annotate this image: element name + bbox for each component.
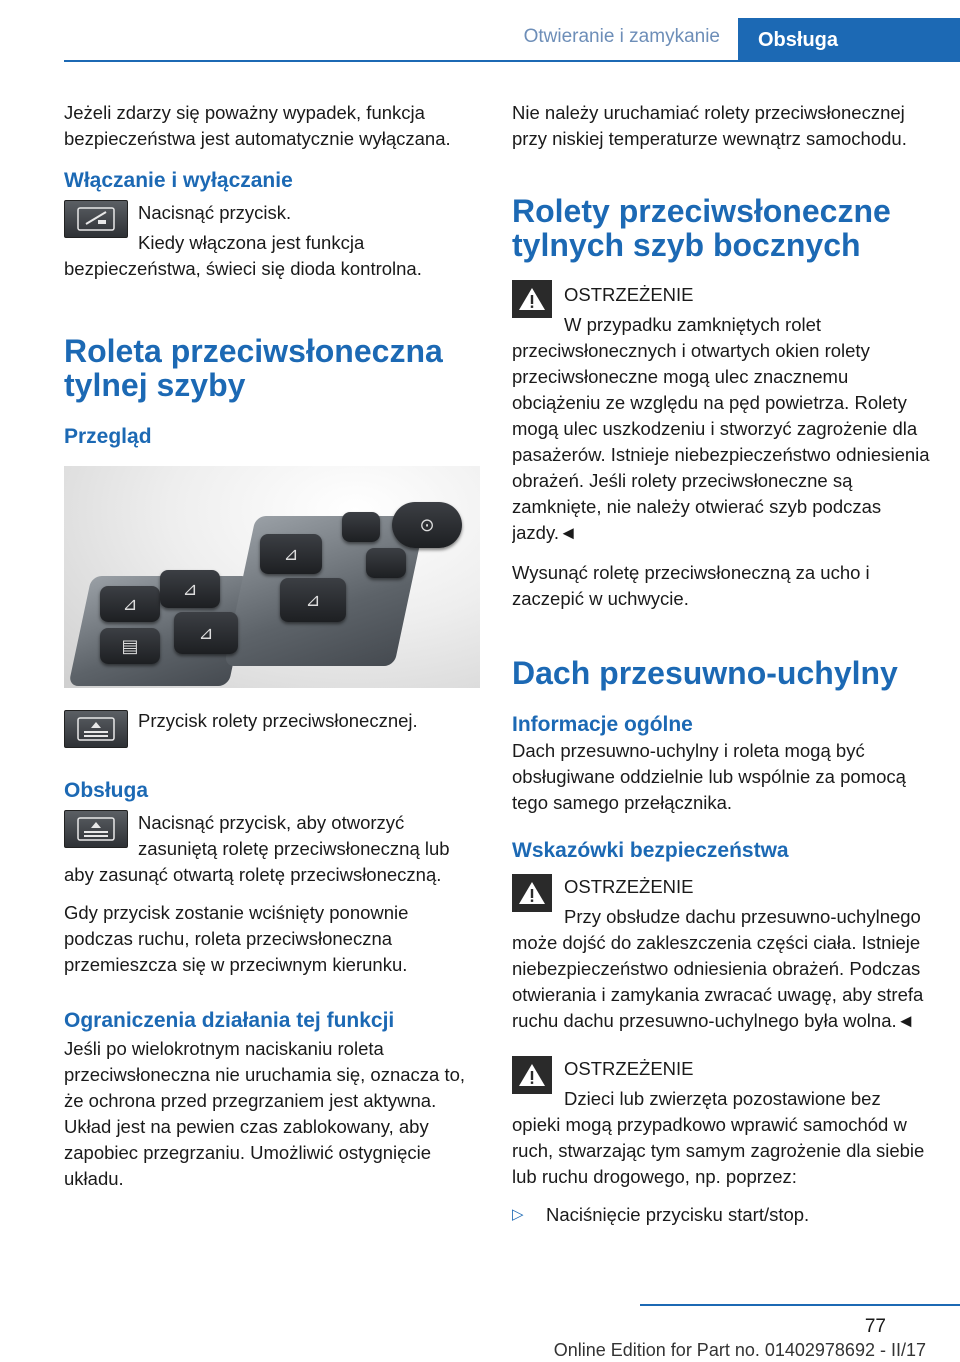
warning-sunroof-text: Przy obsłudze dachu przesuwno-uchylnego może dojść do zakleszczenia części ciała. Istnieje niebezpieczeństwo odniesienia obrażeń. Podczas otwierania i zamykania zwracać uwagę, aby strefa ruchu dachu przesuwno-uchylnego była wolna.◄: [512, 906, 924, 1031]
operation-paragraph-1: Nacisnąć przycisk, aby otworzyć zasuniętą roletę przeciwsłoneczną lub aby zasunąć otwartą roletę przeciwsłoneczną.: [64, 812, 450, 885]
warning-label-3: OSTRZEŻENIE: [564, 1058, 694, 1079]
operation-block: [64, 806, 482, 900]
sunroof-title: Dach przesuwno-uchylny: [512, 655, 898, 691]
warning-triangle-icon-3: [512, 1056, 552, 1094]
toggle-step: Nacisnąć przycisk.: [138, 202, 292, 223]
bullet-triangle-icon: ▷: [512, 1206, 524, 1223]
limitations-paragraph: Jeśli po wielokrotnym naciskaniu roleta przeciwsłoneczna nie uruchamia się, oznacza to, że ochrona przed przegrzaniem jest aktywna. Układ jest na pewien czas zablokowany, aby zapobiec przegrzaniu. Umożliwić ostygnięcie układu.: [64, 1038, 466, 1189]
warning-label: OSTRZEŻENIE: [564, 284, 694, 305]
side-blinds-title: Rolety przeciwsłoneczne tylnych szyb bocznych: [512, 193, 891, 263]
list-item-text: Naciśnięcie przycisku start/stop.: [546, 1204, 810, 1225]
general-info-paragraph: Dach przesuwno-uchylny i roleta mogą być obsługiwane oddzielnie lub wspólnie za pomocą tego samego przełącznika.: [512, 740, 906, 813]
door-switch-photo: ⊿ ▤ ⊿ ⊿ ⊿ ⊿ ⊙: [64, 466, 480, 688]
sun-blind-button-icon: [64, 710, 128, 748]
intro-paragraph: Jeżeli zdarzy się poważny wypadek, funkcja bezpieczeństwa jest automatycznie wyłączana.: [64, 102, 451, 149]
right-column: [512, 100, 930, 1228]
blind-button-block: [64, 706, 482, 752]
safety-heading: Wskazówki bezpieczeństwa: [512, 839, 789, 862]
general-info-heading: Informacje ogólne: [512, 713, 693, 736]
sun-blind-button-icon-2: [64, 810, 128, 848]
warning-triangle-icon: [512, 280, 552, 318]
limitations-heading: Ograniczenia działania tej funkcji: [64, 1009, 395, 1032]
toggle-block: [64, 196, 482, 282]
list-item: [512, 1202, 930, 1228]
header-chapter-tab: Obsługa: [738, 18, 960, 62]
cold-temperature-note: Nie należy uruchamiać rolety przeciwsłonecznej przy niskiej temperaturze wewnątrz samochodu.: [512, 102, 907, 149]
safety-switch-icon: [64, 200, 128, 238]
pull-blind-paragraph: Wysunąć roletę przeciwsłoneczną za ucho i zaczepić w uchwycie.: [512, 562, 870, 609]
warning-side-blinds: [512, 278, 930, 546]
toggle-description: Kiedy włączona jest funkcja bezpieczeństwa, świeci się dioda kontrolna.: [64, 232, 422, 279]
warning-sunroof: [512, 872, 930, 1034]
warning-children: [512, 1054, 930, 1190]
warning-side-blinds-text: W przypadku zamkniętych rolet przeciwsłonecznych i otwartych okien rolety przeciwsłoneczne mogą ulec znacznemu obciążeniu ze względu na pęd powietrza. Rolety mogą ulec uszkodzeniu i stworzyć zagrożenie dla pasażerów. Istnieje niebezpieczeństwo odniesienia obrażeń. Jeśli rolety przeciwsłoneczne są zamknięte, nie należy otwierać szyb podczas jazdy.◄: [512, 314, 930, 543]
rear-blind-title: Roleta przeciwsłoneczna tylnej szyby: [64, 333, 443, 403]
page-number: 77: [864, 1316, 886, 1337]
operation-heading: Obsługa: [64, 779, 149, 802]
warning-children-text: Dzieci lub zwierzęta pozostawione bez opieki mogą przypadkowo wprawić samochód w ruch, stwarzając tym samym zagrożenie dla siebie lub ruchu drogowego, np. poprzez:: [512, 1088, 925, 1187]
warning-triangle-icon-2: [512, 874, 552, 912]
footer-rule: [640, 1304, 960, 1306]
header-section-title: Otwieranie i zamykanie: [523, 26, 720, 47]
blind-button-caption: Przycisk rolety przeciwsłonecznej.: [138, 710, 418, 731]
operation-paragraph-2: Gdy przycisk zostanie wciśnięty ponownie podczas ruchu, roleta przeciwsłoneczna przemieszcza się w przeciwnym kierunku.: [64, 902, 409, 975]
toggle-heading: Włączanie i wyłączanie: [64, 169, 293, 192]
overview-heading: Przegląd: [64, 425, 152, 448]
left-column: [64, 100, 482, 1192]
warning-label-2: OSTRZEŻENIE: [564, 876, 694, 897]
edition-footer: Online Edition for Part no. 01402978692 - II/17: [553, 1340, 926, 1360]
